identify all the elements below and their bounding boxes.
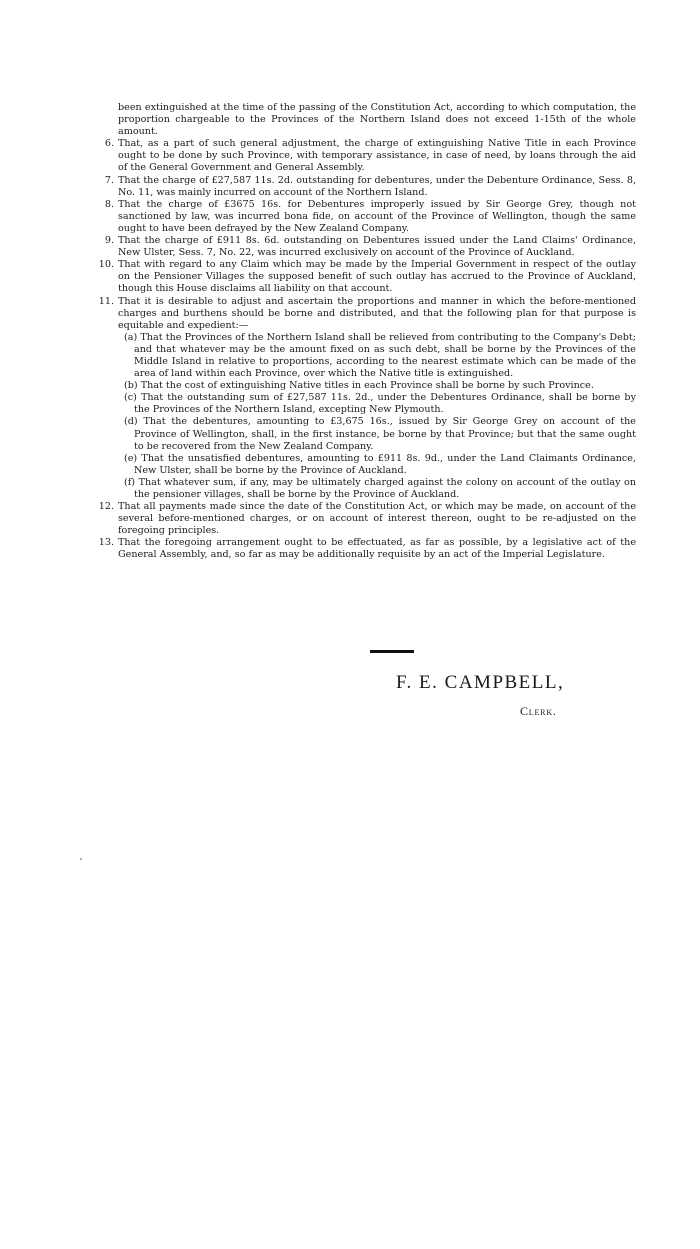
sub-item-letter: (f) xyxy=(124,476,136,488)
signatory-name: F. E. CAMPBELL, xyxy=(396,672,565,693)
paragraph-7 xyxy=(88,175,636,199)
sub-item-letter: (c) xyxy=(124,392,137,404)
paragraph-13 xyxy=(88,537,636,561)
paragraph-text: That the charge of £3675 16s. for Debentures improperly issued by Sir George Grey, though not sanctioned by law, was incurred bona fide, on account of the Province of Wellington, though the same ought to have been defrayed by the New Zealand Company. xyxy=(118,198,636,234)
sub-item-text: That the cost of extinguishing Native titles in each Province shall be borne by such Province. xyxy=(140,380,594,392)
paper-speck xyxy=(80,858,82,860)
paragraph-number: 7. xyxy=(104,174,114,186)
paragraph-5-continuation xyxy=(88,102,636,138)
resolution-text xyxy=(88,102,636,562)
paragraph-9 xyxy=(88,235,636,259)
sub-item-a xyxy=(88,332,636,380)
paragraph-12 xyxy=(88,501,636,537)
sub-item-e xyxy=(88,453,636,477)
sub-item-letter: (a) xyxy=(124,331,138,343)
paragraph-number: 13. xyxy=(98,537,114,549)
paragraph-10 xyxy=(88,259,636,295)
paragraph-text: That the charge of £911 8s. 6d. outstanding on Debentures issued under the Land Claims' Ordinance, New Ulster, Sess. 7, No. 22, was incurred exclusively on account of the Province of Auckland. xyxy=(118,235,636,259)
paragraph-text: been extinguished at the time of the passing of the Constitution Act, according to which computation, the proportion chargeable to the Provinces of the Northern Island does not exceed 1-15th of the whole amount. xyxy=(118,102,636,138)
paragraph-text: That, as a part of such general adjustment, the charge of extinguishing Native Title in each Province ought to be done by such Province, with temporary assistance, in case of need, by loans through the aid of the General Government and General Assembly. xyxy=(118,138,636,174)
sub-item-f xyxy=(88,477,636,501)
sub-item-text: That the unsatisfied debentures, amounting to £911 8s. 9d., under the Land Claimants Ordinance, New Ulster, shall be borne by the Province of Auckland. xyxy=(134,452,636,476)
paragraph-text: That all payments made since the date of the Constitution Act, or which may be made, on account of the several before-mentioned charges, or on account of interest thereon, ought to be re-adjusted on the foregoing principles. xyxy=(118,501,636,537)
paragraph-number: 9. xyxy=(104,235,114,247)
paragraph-text: That the charge of £27,587 11s. 2d. outstanding for debentures, under the Debenture Ordinance, Sess. 8, No. 11, was mainly incurred on account of the Northern Island. xyxy=(118,174,636,198)
sub-item-letter: (d) xyxy=(124,416,138,428)
sub-item-text: That the debentures, amounting to £3,675 16s., issued by Sir George Grey on account of the Province of Wellington, shall, in the first instance, be borne by that Province; but that the same ought to be recovered from the New Zealand Company. xyxy=(134,416,636,452)
sub-item-text: That the outstanding sum of £27,587 11s. 2d., under the Debentures Ordinance, shall be borne by the Provinces of the Northern Island, excepting New Plymouth. xyxy=(134,392,636,416)
sub-item-letter: (e) xyxy=(124,452,138,464)
paragraph-text: That the foregoing arrangement ought to be effectuated, as far as possible, by a legislative act of the General Assembly, and, so far as may be additionally requisite by an act of the Imperial Legislature. xyxy=(118,537,636,561)
sub-item-text: That whatever sum, if any, may be ultimately charged against the colony on account of the outlay on the pensioner villages, shall be borne by the Province of Auckland. xyxy=(134,476,636,500)
paragraph-11 xyxy=(88,296,636,332)
sub-item-d xyxy=(88,416,636,452)
sub-item-b xyxy=(88,380,636,392)
paragraph-number: 8. xyxy=(104,198,114,210)
paragraph-text: That it is desirable to adjust and ascertain the proportions and manner in which the before-mentioned charges and burthens should be borne and distributed, and that the following plan for that purpose is equitable and expedient:— xyxy=(118,295,636,331)
paragraph-8 xyxy=(88,199,636,235)
paragraph-number: 12. xyxy=(98,501,114,513)
sub-item-text: That the Provinces of the Northern Island shall be relieved from contributing to the Company's Debt; and that whatever may be the amount fixed on as such debt, shall be borne by the Provinces of the Middle Island in relative to proportions, according to the nearest estimate which can be made of the area of land within each Province, over which the Native title is extinguished. xyxy=(134,331,636,380)
paragraph-text: That with regard to any Claim which may be made by the Imperial Government in respect of the outlay on the Pensioner Villages the supposed benefit of such outlay has accrued to the Province of Auckland, though this House disclaims all liability on that account. xyxy=(118,259,636,295)
paragraph-number: 6. xyxy=(104,138,114,150)
sub-item-c xyxy=(88,392,636,416)
paragraph-number: 10. xyxy=(98,259,114,271)
sub-item-letter: (b) xyxy=(124,380,138,392)
signatory-title: Clerk. xyxy=(520,704,557,718)
paragraph-number: 11. xyxy=(98,295,114,307)
signature-divider xyxy=(370,650,414,653)
paragraph-6 xyxy=(88,138,636,174)
